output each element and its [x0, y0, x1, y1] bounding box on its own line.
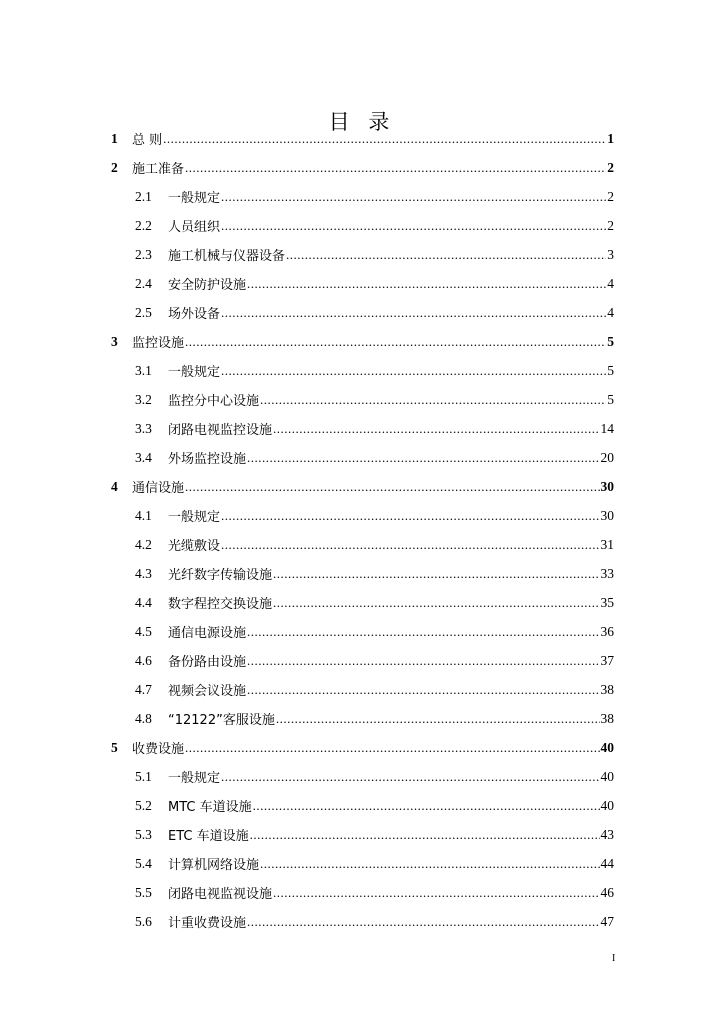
toc-dot-leader [221, 305, 606, 321]
toc-entry-label: 安全防护设施 [168, 278, 247, 293]
toc-dot-leader [250, 827, 600, 843]
toc-section-entry[interactable] [111, 791, 614, 820]
toc-entry-page: 40 [600, 797, 614, 813]
toc-entry-number: 3.3 [135, 420, 152, 436]
toc-entry-label: 光缆敷设 [168, 539, 221, 554]
toc-entry-page: 4 [607, 275, 614, 291]
toc-entry-number: 4.2 [135, 536, 152, 552]
toc-dot-leader [247, 682, 599, 698]
toc-entry-number: 2.2 [135, 217, 152, 233]
toc-entry-number: 2.4 [135, 275, 152, 291]
toc-chapter-entry[interactable] [111, 733, 614, 762]
toc-entry-label: 一般规定 [168, 510, 221, 525]
toc-dot-leader [221, 218, 606, 234]
toc-entry-number: 3.1 [135, 362, 152, 378]
toc-entry-label: 一般规定 [168, 191, 221, 206]
toc-chapter-entry[interactable] [111, 124, 614, 153]
table-of-contents [111, 124, 614, 936]
toc-section-entry[interactable] [111, 820, 614, 849]
toc-dot-leader [221, 508, 599, 524]
toc-dot-leader [273, 566, 599, 582]
toc-entry-label: MTC 车道设施 [168, 800, 252, 815]
toc-dot-leader [185, 160, 606, 176]
toc-entry-number: 2.5 [135, 304, 152, 320]
toc-entry-label: 光纤数字传输设施 [168, 568, 273, 583]
toc-dot-leader [253, 798, 600, 814]
toc-entry-page: 40 [600, 739, 614, 755]
toc-entry-page: 44 [600, 855, 614, 871]
toc-entry-page: 37 [600, 652, 614, 668]
toc-entry-page: 47 [600, 913, 614, 929]
toc-section-entry[interactable] [111, 501, 614, 530]
toc-entry-label: 人员组织 [168, 220, 221, 235]
toc-section-entry[interactable] [111, 356, 614, 385]
toc-entry-label: 闭路电视监控设施 [168, 423, 273, 438]
toc-entry-number: 4.3 [135, 565, 152, 581]
toc-entry-number: 5.3 [135, 826, 152, 842]
toc-section-entry[interactable] [111, 907, 614, 936]
toc-entry-page: 36 [600, 623, 614, 639]
toc-chapter-entry[interactable] [111, 472, 614, 501]
toc-entry-page: 4 [607, 304, 614, 320]
toc-entry-number: 4.4 [135, 594, 152, 610]
toc-entry-page: 2 [607, 217, 614, 233]
toc-dot-leader [163, 131, 606, 147]
toc-entry-page: 2 [607, 188, 614, 204]
toc-dot-leader [247, 276, 606, 292]
toc-entry-number: 2 [111, 159, 118, 175]
toc-entry-number: 4.5 [135, 623, 152, 639]
toc-chapter-entry[interactable] [111, 153, 614, 182]
toc-entry-label: 一般规定 [168, 365, 221, 380]
toc-entry-number: 4.6 [135, 652, 152, 668]
toc-section-entry[interactable] [111, 675, 614, 704]
toc-entry-page: 5 [607, 362, 614, 378]
toc-entry-label: 计算机网络设施 [168, 858, 260, 873]
toc-entry-page: 14 [600, 420, 614, 436]
toc-entry-number: 5.1 [135, 768, 152, 784]
toc-dot-leader [260, 392, 606, 408]
toc-entry-number: 1 [111, 130, 118, 146]
toc-entry-number: 3.2 [135, 391, 152, 407]
toc-entry-label: 场外设备 [168, 307, 221, 322]
toc-dot-leader [185, 740, 599, 756]
page-number: I [612, 953, 616, 964]
toc-section-entry[interactable] [111, 762, 614, 791]
toc-chapter-entry[interactable] [111, 327, 614, 356]
toc-entry-page: 33 [600, 565, 614, 581]
toc-entry-label: 视频会议设施 [168, 684, 247, 699]
toc-section-entry[interactable] [111, 878, 614, 907]
toc-entry-label: 施工机械与仪器设备 [168, 249, 286, 264]
toc-entry-label: 通信设施 [132, 481, 185, 496]
toc-entry-page: 43 [600, 826, 614, 842]
toc-section-entry[interactable] [111, 443, 614, 472]
toc-entry-page: 31 [600, 536, 614, 552]
toc-entry-number: 5.6 [135, 913, 152, 929]
toc-entry-label: 外场监控设施 [168, 452, 247, 467]
toc-dot-leader [185, 334, 606, 350]
toc-section-entry[interactable] [111, 588, 614, 617]
toc-dot-leader [221, 363, 606, 379]
toc-entry-page: 1 [607, 130, 614, 146]
toc-section-entry[interactable] [111, 704, 614, 733]
toc-section-entry[interactable] [111, 617, 614, 646]
toc-dot-leader [247, 914, 599, 930]
toc-entry-label: 一般规定 [168, 771, 221, 786]
toc-entry-number: 5.4 [135, 855, 152, 871]
toc-entry-label: 备份路由设施 [168, 655, 247, 670]
toc-entry-label: 收费设施 [132, 742, 185, 757]
toc-entry-page: 5 [607, 333, 614, 349]
toc-section-entry[interactable] [111, 530, 614, 559]
toc-entry-number: 4.1 [135, 507, 152, 523]
toc-section-entry[interactable] [111, 559, 614, 588]
toc-entry-number: 4.7 [135, 681, 152, 697]
toc-entry-page: 35 [600, 594, 614, 610]
toc-entry-page: 3 [607, 246, 614, 262]
toc-entry-page: 5 [607, 391, 614, 407]
toc-entry-page: 40 [600, 768, 614, 784]
toc-section-entry[interactable] [111, 182, 614, 211]
toc-entry-label: 计重收费设施 [168, 916, 247, 931]
toc-entry-number: 5.5 [135, 884, 152, 900]
toc-dot-leader [273, 885, 599, 901]
toc-section-entry[interactable] [111, 385, 614, 414]
toc-entry-label: 数字程控交换设施 [168, 597, 273, 612]
toc-entry-page: 46 [600, 884, 614, 900]
toc-dot-leader [221, 769, 599, 785]
toc-entry-number: 2.1 [135, 188, 152, 204]
toc-dot-leader [185, 479, 599, 495]
toc-entry-label: 闭路电视监视设施 [168, 887, 273, 902]
toc-dot-leader [221, 537, 599, 553]
toc-entry-label: 总 则 [132, 133, 163, 148]
toc-dot-leader [273, 421, 599, 437]
toc-section-entry[interactable] [111, 211, 614, 240]
toc-entry-label: 施工准备 [132, 162, 185, 177]
toc-dot-leader [260, 856, 599, 872]
toc-dot-leader [247, 653, 599, 669]
toc-entry-label: 监控设施 [132, 336, 185, 351]
toc-entry-page: 38 [600, 681, 614, 697]
toc-entry-number: 5 [111, 739, 118, 755]
toc-entry-number: 4 [111, 478, 118, 494]
toc-entry-page: 38 [600, 710, 614, 726]
toc-section-entry[interactable] [111, 414, 614, 443]
toc-section-entry[interactable] [111, 269, 614, 298]
toc-section-entry[interactable] [111, 298, 614, 327]
toc-entry-label: 通信电源设施 [168, 626, 247, 641]
toc-entry-label: 监控分中心设施 [168, 394, 260, 409]
toc-section-entry[interactable] [111, 240, 614, 269]
toc-entry-page: 30 [600, 507, 614, 523]
toc-section-entry[interactable] [111, 849, 614, 878]
toc-dot-leader [273, 595, 599, 611]
toc-entry-label: “12122”客服设施 [168, 713, 275, 728]
toc-entry-number: 4.8 [135, 710, 152, 726]
toc-entry-number: 3.4 [135, 449, 152, 465]
page-title: 目 录 [328, 110, 396, 135]
toc-dot-leader [286, 247, 606, 263]
toc-dot-leader [247, 450, 599, 466]
toc-dot-leader [276, 711, 600, 727]
toc-dot-leader [221, 189, 606, 205]
toc-entry-number: 3 [111, 333, 118, 349]
toc-entry-number: 5.2 [135, 797, 152, 813]
toc-dot-leader [247, 624, 599, 640]
toc-entry-page: 30 [600, 478, 614, 494]
toc-entry-number: 2.3 [135, 246, 152, 262]
toc-section-entry[interactable] [111, 646, 614, 675]
toc-entry-page: 20 [600, 449, 614, 465]
toc-entry-page: 2 [607, 159, 614, 175]
toc-entry-label: ETC 车道设施 [168, 829, 249, 844]
